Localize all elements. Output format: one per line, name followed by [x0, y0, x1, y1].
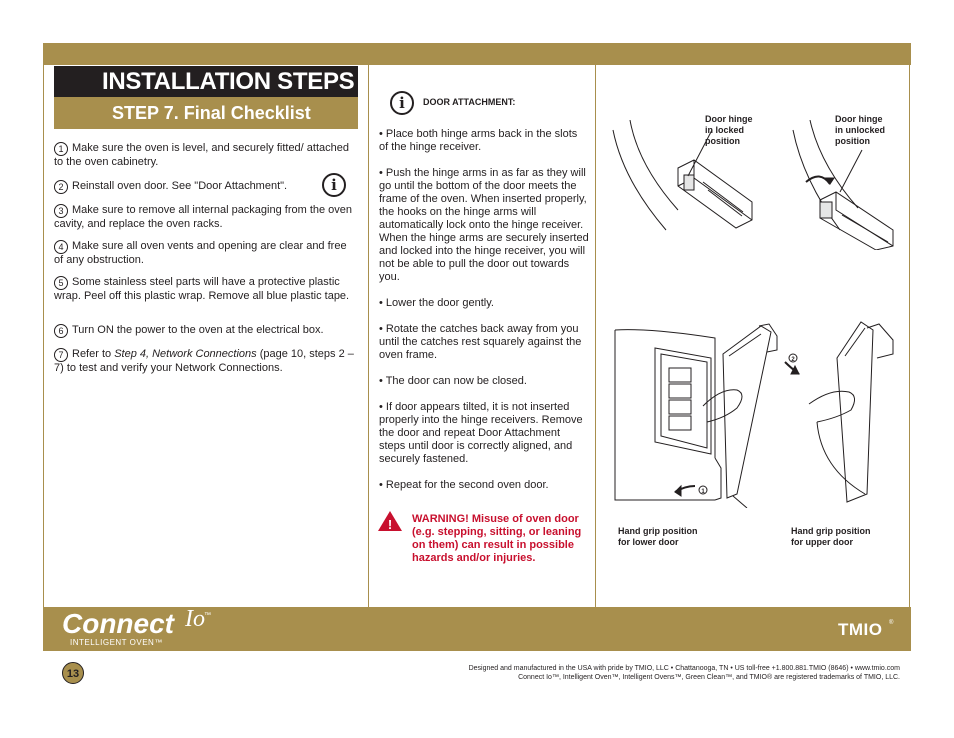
item-number: 4 — [54, 240, 68, 254]
item-text-cont: (page 10, steps 2 – 7) to test and verify your Network Connections. — [54, 348, 354, 374]
item-text: Make sure the oven is level, and securely fitted/ attached to the oven cabinetry. — [54, 142, 349, 168]
page-title: INSTALLATION STEPS — [54, 66, 358, 97]
brand-logo-tm: ™ — [204, 612, 211, 619]
step-title: STEP 7. Final Checklist — [54, 97, 358, 129]
checklist-item-1 — [54, 142, 354, 168]
checklist-item-3 — [54, 204, 354, 230]
warning-icon — [377, 510, 403, 532]
item-text: Make sure to remove all internal packaging from the oven cavity, and replace the oven racks. — [54, 204, 353, 230]
bullet-6: • If door appears tilted, it is not inserted properly into the hinge receivers. Remove the door and repeat Door Attachment steps until door is correctly aligned, and securely fastened. — [379, 401, 583, 465]
marker-2: 2 — [791, 357, 795, 363]
item-text: Some stainless steel parts will have a protective plastic wrap. Peel off this plastic wrap. Remove all blue plastic tape. — [54, 276, 350, 302]
caption-locked: Door hinge in locked position — [705, 114, 753, 146]
checklist-item-6 — [54, 324, 354, 338]
marker-1: 1 — [701, 489, 705, 495]
footer-line-2: Connect Io™, Intelligent Oven™, Intelligent Ovens™, Green Clean™, and TMIO® are registered trademarks of TMIO, LLC. — [518, 674, 900, 681]
hand-grip-illustration — [611, 318, 901, 508]
bullet-4: • Rotate the catches back away from you until the catches rest squarely against the oven frame. — [379, 323, 582, 361]
door-heading: DOOR ATTACHMENT: — [423, 97, 516, 107]
item-number: 7 — [54, 348, 68, 362]
item-number: 1 — [54, 142, 68, 156]
checklist-item-2 — [54, 180, 314, 194]
item-text: Turn ON the power to the oven at the electrical box. — [72, 324, 324, 336]
caption-unlocked: Door hinge in unlocked position — [835, 114, 886, 146]
caption-lower-door: Hand grip position for lower door — [618, 526, 698, 547]
info-icon: i — [390, 91, 414, 115]
caption-upper-door: Hand grip position for upper door — [791, 526, 871, 547]
bullet-2: • Push the hinge arms in as far as they will go until the bottom of the door meets the frame of the oven. When inserted properly, the hooks on the hinge arms will automatically lock onto the hinge receiver. When the hinge arms are securely inserted and locked into the hinge receiver, you will not be able to pull the door out towards you. — [379, 167, 589, 283]
brand-logo-io: Io — [185, 606, 205, 632]
company-logo-reg: ® — [889, 620, 894, 626]
checklist-item-7 — [54, 348, 354, 374]
bullet-1: • Place both hinge arms back in the slots of the hinge receiver. — [379, 128, 578, 153]
column-divider-2 — [595, 65, 596, 608]
bullet-7: • Repeat for the second oven door. — [379, 479, 549, 491]
brand-subtitle: INTELLIGENT OVEN™ — [70, 638, 163, 647]
item-text: Reinstall oven door. See "Door Attachment". — [72, 180, 288, 192]
bullet-3: • Lower the door gently. — [379, 297, 494, 309]
step-reference: Step 4, Network Connections — [114, 348, 257, 360]
brand-logo: Connect — [62, 608, 174, 639]
footer-line-1: Designed and manufactured in the USA with pride by TMIO, LLC • Chattanooga, TN • US toll-free +1.800.881.TMIO (8646) • www.tmio.com — [468, 665, 900, 672]
checklist-item-5 — [54, 276, 354, 302]
item-number: 5 — [54, 276, 68, 290]
item-number: 3 — [54, 204, 68, 218]
bullet-5: • The door can now be closed. — [379, 375, 527, 387]
warning-text: WARNING! Misuse of oven door (e.g. stepping, sitting, or leaning on them) can result in possible hazards and/or injuries. — [412, 513, 582, 564]
column-divider-1 — [368, 65, 369, 608]
warning-mark: ! — [387, 517, 393, 532]
item-text: Refer to — [72, 348, 115, 360]
item-number: 2 — [54, 180, 68, 194]
company-logo: TMIO — [838, 620, 883, 639]
page-number: 13 — [62, 662, 84, 684]
top-band — [43, 43, 911, 65]
info-icon: i — [322, 173, 346, 197]
checklist-item-4 — [54, 240, 354, 266]
item-number: 6 — [54, 324, 68, 338]
hinge-illustration — [608, 120, 904, 250]
item-text: Make sure all oven vents and opening are clear and free of any obstruction. — [54, 240, 347, 266]
